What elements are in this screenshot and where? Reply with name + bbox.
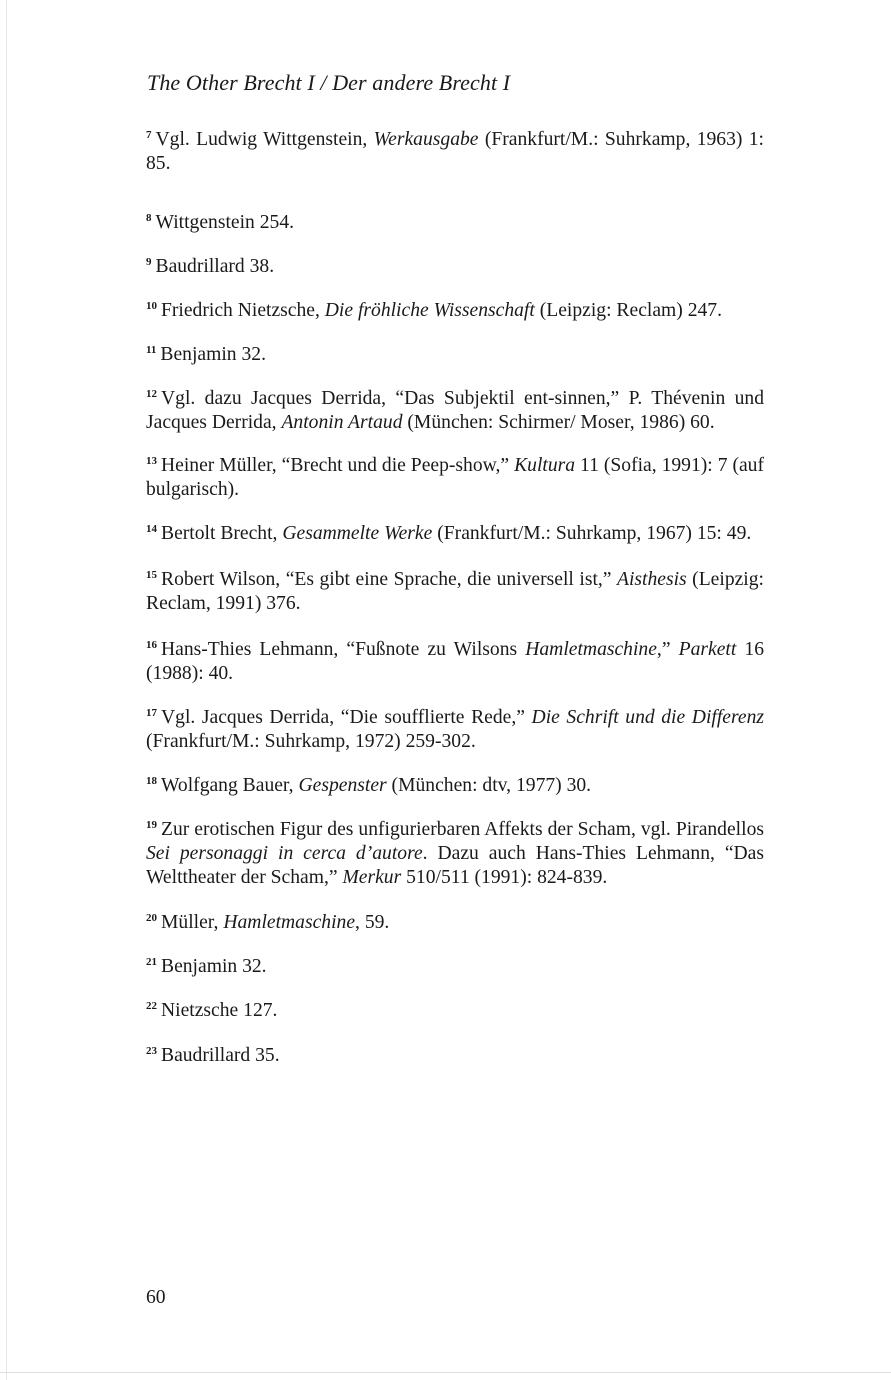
endnote — [146, 255, 764, 279]
note-text: Vgl. Ludwig Wittgenstein, — [155, 129, 374, 150]
note-number: 14 — [146, 523, 157, 535]
note-text: (Frankfurt/M.: Suhrkamp, 1972) 259-302. — [146, 731, 476, 752]
endnote — [146, 774, 764, 798]
note-number: 19 — [146, 819, 157, 831]
page-edge — [6, 0, 7, 1380]
endnotes-list — [146, 128, 764, 1068]
note-title-italic: Merkur — [342, 867, 402, 888]
endnote — [146, 522, 764, 546]
note-title-italic: Werkausgabe — [373, 129, 479, 150]
note-text: Müller, — [161, 912, 224, 933]
note-title-italic: Hamletmaschine — [525, 639, 657, 660]
page-edge-bottom — [0, 1372, 891, 1373]
note-text: Wittgenstein 254. — [155, 212, 295, 233]
note-number: 23 — [146, 1045, 157, 1057]
endnote — [146, 706, 764, 754]
note-text: ,” — [656, 639, 679, 660]
note-text: (Leipzig: Reclam) 247. — [534, 300, 722, 321]
note-text: Hans-Thies Lehmann, “Fußnote zu Wilsons — [161, 639, 526, 660]
note-title-italic: Parkett — [678, 639, 737, 660]
note-text: Baudrillard 35. — [161, 1045, 280, 1066]
note-number: 18 — [146, 775, 157, 787]
note-text: Bertolt Brecht, — [161, 523, 283, 544]
note-number: 17 — [146, 707, 157, 719]
note-number: 13 — [146, 455, 157, 467]
note-title-italic: Sei personaggi in cerca d’autore — [146, 843, 423, 864]
note-text: 510/511 (1991): 824-839. — [401, 867, 608, 888]
note-text: 11 (Sofia, 1991): 7 (auf bulgarisch). — [146, 455, 765, 500]
note-text: Vgl. dazu Jacques Derrida, “Das Subjektil ent-sinnen,” P. Thévenin und Jacques Derrida, — [146, 388, 764, 433]
endnote — [146, 818, 764, 890]
endnote — [146, 387, 764, 435]
note-number: 9 — [146, 256, 152, 268]
note-text: (München: Schirmer/ Moser, 1986) 60. — [402, 412, 715, 433]
note-text: Benjamin 32. — [161, 956, 267, 977]
note-text: (Frankfurt/M.: Suhrkamp, 1967) 15: 49. — [432, 523, 752, 544]
endnote — [146, 343, 764, 367]
note-text: 16 (1988): 40. — [146, 639, 764, 684]
note-number: 21 — [146, 956, 157, 968]
note-text: Heiner Müller, “Brecht und die Peep-show,” — [161, 455, 515, 476]
endnote — [146, 911, 764, 935]
note-text: . Dazu auch Hans-Thies Lehmann, “Das Welttheater der Scham,” — [146, 843, 764, 888]
page-number: 60 — [146, 1287, 166, 1308]
note-title-italic: Hamletmaschine — [223, 912, 356, 933]
note-text: (Leipzig: Reclam, 1991) 376. — [146, 569, 764, 614]
note-number: 16 — [146, 639, 157, 651]
note-number: 10 — [146, 300, 157, 312]
endnote — [146, 638, 764, 686]
note-text: Nietzsche 127. — [161, 1000, 278, 1021]
note-title-italic: Die fröhliche Wissenschaft — [324, 300, 535, 321]
note-text: Vgl. Jacques Derrida, “Die soufflierte Rede,” — [161, 707, 532, 728]
note-number: 20 — [146, 912, 157, 924]
note-text: (Frankfurt/M.: Suhrkamp, 1963) 1: 85. — [146, 129, 764, 174]
note-number: 15 — [146, 569, 157, 581]
note-title-italic: Aisthesis — [617, 569, 687, 590]
note-title-italic: Die Schrift und die Differenz — [531, 707, 764, 728]
note-title-italic: Gespenster — [298, 775, 387, 796]
endnote — [146, 1044, 764, 1068]
endnote — [146, 955, 764, 979]
note-title-italic: Kultura — [514, 455, 576, 476]
note-text: Wolfgang Bauer, — [161, 775, 299, 796]
note-number: 11 — [146, 344, 157, 356]
note-title-italic: Antonin Artaud — [281, 412, 403, 433]
endnote — [146, 999, 764, 1023]
note-number: 8 — [146, 212, 152, 224]
endnote — [146, 568, 764, 616]
endnote — [146, 454, 764, 502]
note-text: Robert Wilson, “Es gibt eine Sprache, die universell ist,” — [161, 569, 617, 590]
endnote — [146, 211, 764, 235]
note-text: (München: dtv, 1977) 30. — [386, 775, 592, 796]
note-number: 7 — [146, 129, 152, 141]
note-text: Zur erotischen Figur des unfigurierbaren Affekts der Scham, vgl. Pirandellos — [161, 819, 764, 840]
note-text: Baudrillard 38. — [155, 256, 275, 277]
note-title-italic: Gesammelte Werke — [282, 523, 433, 544]
note-text: Benjamin 32. — [160, 344, 266, 365]
endnote — [146, 299, 764, 323]
note-number: 12 — [146, 388, 157, 400]
endnote — [146, 128, 764, 176]
note-text: , 59. — [355, 912, 390, 933]
note-number: 22 — [146, 1000, 157, 1012]
note-text: Friedrich Nietzsche, — [161, 300, 325, 321]
running-head: The Other Brecht I / Der andere Brecht I — [147, 70, 511, 95]
